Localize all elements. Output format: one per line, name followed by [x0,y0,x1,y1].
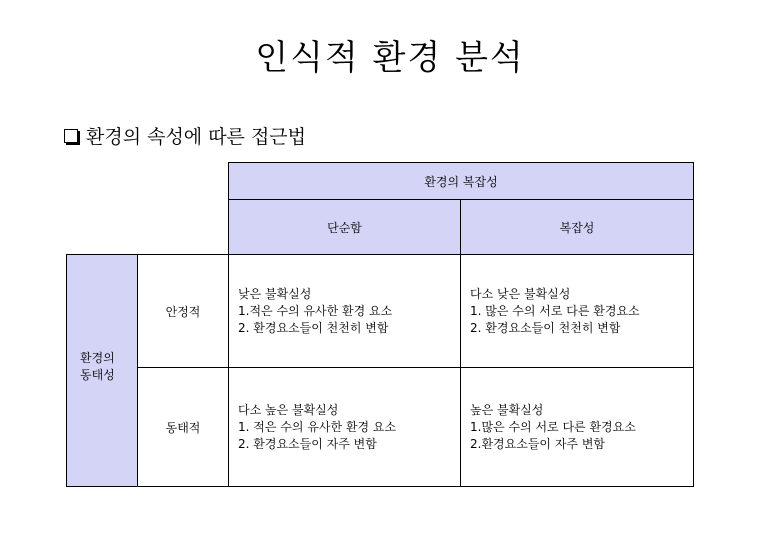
col-header-complex [460,199,694,255]
section-heading-text: 환경의 속성에 따른 접근법 [86,126,307,148]
complexity-header [228,162,694,200]
cell-stable-simple [228,254,461,368]
row-label-dynamic-text: 동태적 [165,420,201,435]
row-label-stable [137,254,229,368]
cell-line: 1.적은 수의 유사한 환경 요소 [238,303,393,318]
cell-dynamic-complex [460,367,694,487]
cell-line: 2. 환경요소들이 천천히 변함 [238,320,389,335]
cell-line: 2. 환경요소들이 자주 변함 [238,436,377,451]
cell-line: 높은 불확실성 [470,402,544,417]
cell-line: 다소 높은 불확실성 [238,402,339,417]
checkbox-bullet-icon [64,129,78,143]
cell-line: 2.환경요소들이 자주 변함 [470,436,605,451]
col-header-simple [228,199,461,255]
col-header-simple-text: 단순함 [327,220,362,235]
dynamism-header-label [80,350,120,384]
cell-line: 1. 적은 수의 유사한 환경 요소 [238,419,397,434]
cell-stable-complex [460,254,694,368]
row-label-dynamic [137,367,229,487]
cell-line: 2. 환경요소들이 천천히 변함 [470,320,621,335]
row-label-stable-text: 안정적 [165,304,201,319]
cell-line: 1. 많은 수의 서로 다른 환경요소 [470,303,640,318]
complexity-header-text: 환경의 복잡성 [424,174,498,189]
section-heading [64,122,306,149]
page-title: 인식적 환경 분석 [255,38,525,78]
col-header-complex-text: 복잡성 [559,220,595,235]
cell-dynamic-simple [228,367,461,487]
cell-line: 1.많은 수의 서로 다른 환경요소 [470,419,636,434]
cell-line: 다소 낮은 불확실성 [470,286,571,301]
dynamism-header-line2: 동태성 [80,368,115,382]
dynamism-header-line1: 환경의 [80,351,115,365]
cell-line: 낮은 불확실성 [238,286,312,301]
